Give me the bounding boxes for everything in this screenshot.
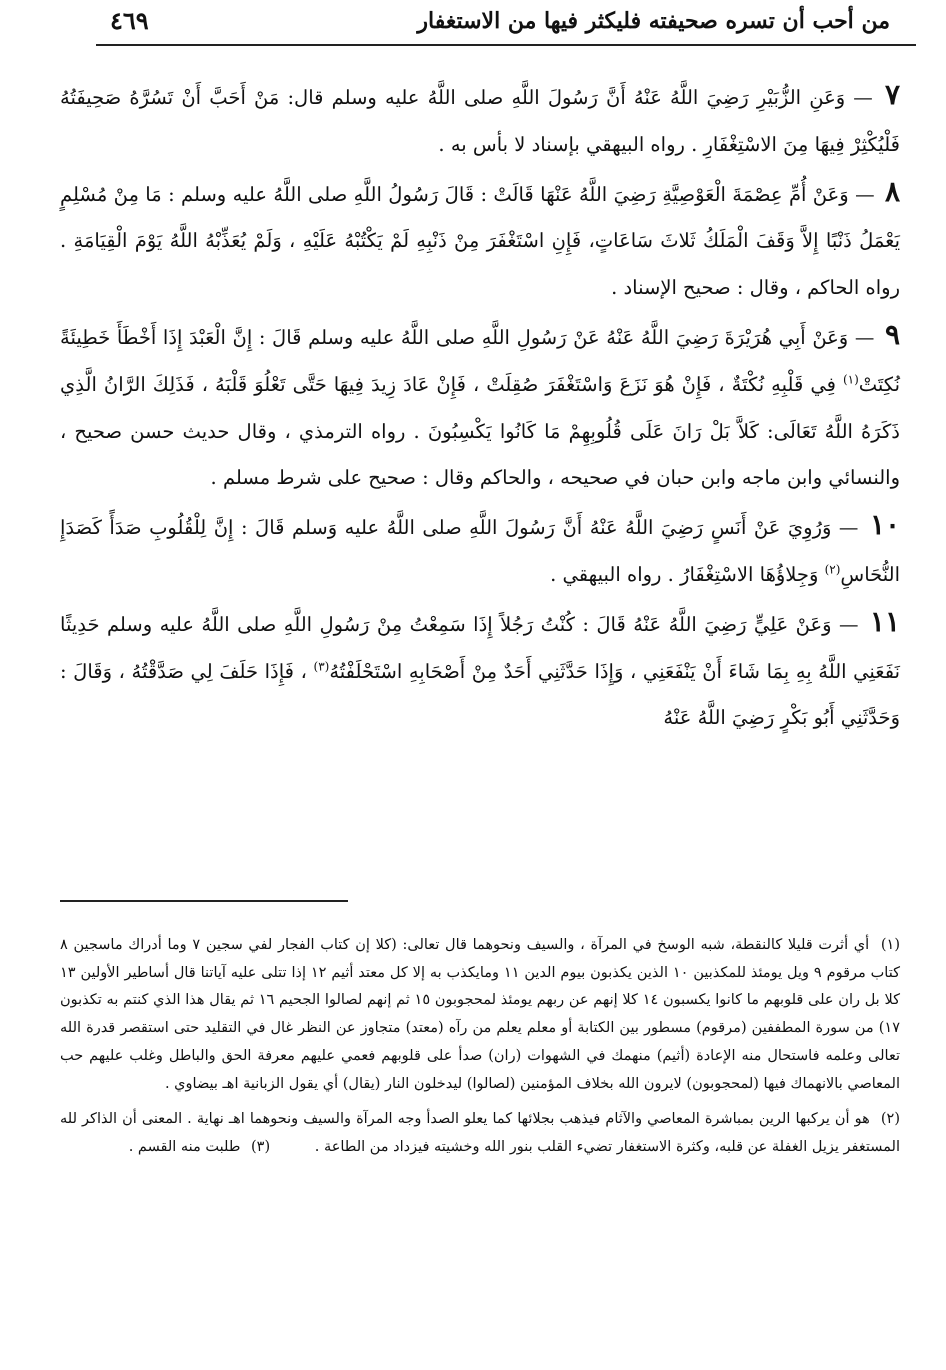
page-number: ٤٦٩ bbox=[110, 6, 149, 35]
footnote-ref-2[interactable]: (٢) bbox=[824, 562, 841, 577]
running-header bbox=[60, 6, 900, 40]
footnote-3 bbox=[129, 1139, 270, 1155]
footnote-ref-1[interactable]: (١) bbox=[842, 372, 859, 387]
footnote-text: هو أن يركبها الرين بمباشرة المعاصي والآثام فيذهب بجلائها كما يعلو الصدأ وجه المرآة والسيف ونحوهما اهـ نهاية . المعنى أن الذاكر لله المستغفر يزيل الغفلة عن قلبه، وكثرة الاستغفار تضيء القلب بنور الله وخشيته فيزداد من الطاعة . bbox=[60, 1111, 900, 1155]
footnote-text: طلبت منه القسم . bbox=[128, 1138, 241, 1155]
hadith-number: ٨ bbox=[884, 174, 900, 208]
hadith-10 bbox=[60, 502, 900, 599]
hadith-8 bbox=[60, 169, 900, 312]
hadith-7 bbox=[60, 72, 900, 169]
hadith-number: ٧ bbox=[884, 78, 901, 111]
hadith-text: — وَعَنْ أَبِي هُرَيْرَةَ رَضِيَ اللَّهُ عَنْهُ عَنْ رَسُولِ اللَّهِ صلى اللَّهُ عليه وسلم قَالَ : إِنَّ الْعَبْدَ إِذَا أَخْطَأَ خَطِيئَةً نُكِتَتْ bbox=[60, 325, 900, 396]
header-divider bbox=[96, 44, 916, 46]
footnotes bbox=[60, 932, 900, 1162]
main-text bbox=[60, 72, 900, 742]
footnote-ref-3[interactable]: (٣) bbox=[313, 659, 330, 674]
hadith-text: — وَعَنْ أُمِّ عِصْمَةَ الْعَوْصِيَّةِ رَضِيَ اللَّهُ عَنْهَا قَالَتْ : قَالَ رَسُولُ اللَّهِ صلى اللَّهُ عليه وسلم : مَا مِنْ مُسْلِمٍ يَعْمَلُ ذَنْبًا إِلاَّ وَقَفَ الْمَلَكُ ثَلاثَ سَاعَاتٍ، فَإِنِ اسْتَغْفَرَ مِنْ ذَنْبِهِ لَمْ يَكْتُبْهُ عَلَيْهِ ، وَلَمْ يُعَذِّبْهُ اللَّهُ يَوْمَ الْقِيَامَةِ . رواه الحاكم ، وقال : صحيح الإسناد . bbox=[60, 182, 900, 300]
footnote-1 bbox=[60, 932, 900, 1098]
hadith-text: — وَعَنْ عَلِيٍّ رَضِيَ اللَّهُ عَنْهُ قَالَ : كُنْتُ رَجُلاً إِذَا سَمِعْتُ مِنْ رَسُولِ اللَّهِ صلى اللَّهُ عليه وسلم حَدِيثًا نَفَعَنِي اللَّهُ بِهِ بِمَا شَاءَ أَنْ يَنْفَعَنِي ، وَإِذَا حَدَّثَنِي أَحَدٌ مِنْ أَصْحَابِهِ اسْتَحْلَفْتُهُ bbox=[60, 612, 900, 683]
footnote-mark: (١) bbox=[880, 937, 901, 953]
running-title: من أحب أن تسره صحيفته فليكثر فيها من الاستغفار bbox=[417, 8, 890, 34]
hadith-9 bbox=[60, 312, 900, 502]
hadith-text-cont: فِي قَلْبِهِ نُكْتَةٌ ، فَإِنْ هُوَ نَزَعَ وَاسْتَغْفَرَ صُقِلَتْ ، فَإِنْ عَادَ زِيدَ فِيهَا حَتَّى تَعْلُوَ قَلْبَهُ ، فَذَلِكَ الرَّانُ الَّذِي ذَكَرَهُ اللَّهُ تَعَالَى: كَلاَّ بَلْ رَانَ عَلَى قُلُوبِهِمْ مَا كَانُوا يَكْسِبُونَ . رواه الترمذي ، وقال حديث حسن صحيح ، والنسائي وابن ماجه وابن حبان في صحيحه ، والحاكم وقال : صحيح على شرط مسلم . bbox=[60, 372, 900, 490]
footnote-text: أي أثرت قليلا كالنقطة، شبه الوسخ في المرآة ، والسيف ونحوهما قال تعالى: (كلا إن كتاب الفجار لفي سجين ٧ وما أدراك ماسجين ٨ كتاب مرقوم ٩ ويل يومئذ للمكذبين ١٠ الذين يكذبون بيوم الدين ١١ ومايكذب به إلا كل معتد أثيم ١٢ إذا تتلى عليه آياتنا قال أساطير الأولين ١٣ كلا بل ران على قلوبهم ما كانوا يكسبون ١٤ كلا إنهم عن ربهم يومئذ لمحجوبون ١٥ ثم إنهم لصالوا الجحيم ١٦ ثم يقال هذا الذي كنتم به تكذبون ١٧) من سورة المطففين (مرقوم) مسطور بين الكتابة أو معلم يعلم من رآه (معتد) متجاوز عن النظر غال في التقليد حتى استقصر قدرة الله تعالى وعلمه فاستحال منه الإعادة (أثيم) منهمك في الشهوات (ران) صدأ على قلوبهم فعمي عليهم معرفة الحق والباطل وغلب عليهم حب المعاصي بالانهماك فيها (لمحجوبون) لايرون الله بخلاف المؤمنين (لصالوا) ليدخلون النار (يقال) أي يقول الزبانية اهـ بيضاوي . bbox=[60, 937, 900, 1092]
hadith-11 bbox=[60, 599, 900, 742]
footnote-2 bbox=[60, 1106, 900, 1161]
hadith-text: — وَعَنِ الزُّبَيْرِ رَضِيَ اللَّهُ عَنْهُ أَنَّ رَسُولَ اللَّهِ صلى اللَّهُ عليه وسلم قال: مَنْ أَحَبَّ أَنْ تَسُرَّهُ صَحِيفَتُهُ فَلْيُكْثِرْ فِيهَا مِنَ الاسْتِغْفَارِ . رواه البيهقي بإسناد لا بأس به . bbox=[60, 86, 900, 156]
hadith-number: ١١ bbox=[869, 604, 900, 638]
footnote-divider bbox=[60, 900, 348, 902]
footnote-mark: (٢) bbox=[880, 1111, 900, 1128]
footnote-mark: (٣) bbox=[251, 1138, 271, 1155]
book-page bbox=[60, 0, 900, 1370]
hadith-text-cont: وَجِلاؤُهَا الاسْتِغْفَارُ . رواه البيهقي . bbox=[550, 562, 819, 586]
hadith-text: — وَرُوِيَ عَنْ أَنَسٍ رَضِيَ اللَّهُ عَنْهُ أَنَّ رَسُولَ اللَّهِ صلى اللَّهُ عليه وَسلم قَالَ : إِنَّ لِلْقُلُوبِ صَدَأً كَصَدَإِ النُّحَاسِ bbox=[60, 516, 900, 586]
hadith-text-cont: ، فَإِذَا حَلَفَ لِي صَدَّقْتُهُ ، وَقَالَ : وَحَدَّثَنِي أَبُو بَكْرٍ رَضِيَ اللَّهُ عَنْهُ bbox=[60, 659, 900, 730]
hadith-number: ٩ bbox=[884, 317, 901, 351]
hadith-number: ١٠ bbox=[869, 508, 901, 542]
